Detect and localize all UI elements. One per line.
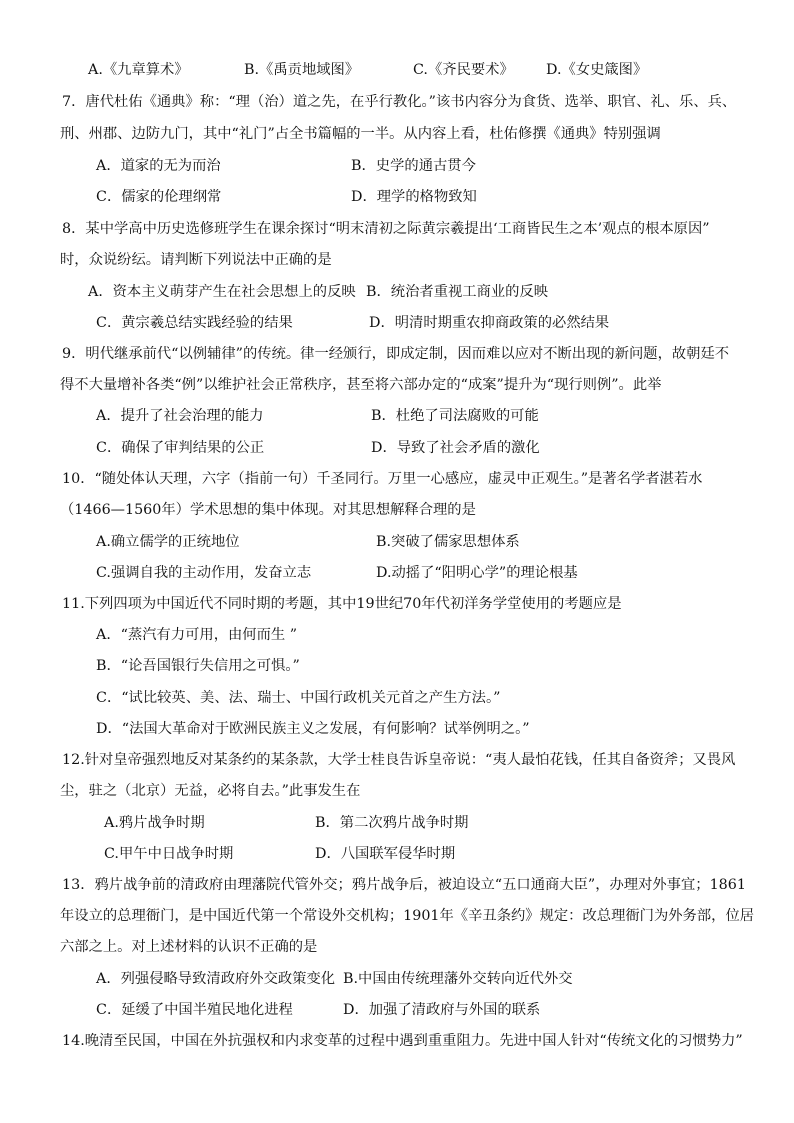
q7-option-b: B．史学的通古贯今 [351,158,476,174]
q12-option-d: D．八国联军侵华时期 [315,846,456,862]
q11-option-c: C．“试比较英、美、法、瑞士、中国行政机关元首之产生方法。” [96,690,501,706]
q13-option-c: C．延缓了中国半殖民地化进程 [96,1002,293,1018]
q7-stem-line-1: 7．唐代杜佑《通典》称：“理（治）道之先，在乎行教化。”该书内容分为食货、选举、职官、礼、乐、兵、 [62,94,737,110]
q10-option-b: B.突破了儒家思想体系 [376,534,520,550]
q9-option-b: B．杜绝了司法腐败的可能 [371,408,539,424]
q13-option-a: A．列强侵略导致清政府外交政策变化 [96,971,336,987]
q11-option-d: D．“法国大革命对于欧洲民族主义之发展，有何影响？试举例明之。” [96,721,530,737]
q6-option-a: A.《九章算术》 [88,62,189,78]
q9-stem-line-2: 得不大量增补各类“例”以维护社会正常秩序，甚至将六部办定的“成案”提升为“现行则例”。此举 [60,377,662,393]
q10-stem-line-2: （1466—1560年）学术思想的集中体现。对其思想解释合理的是 [60,502,476,518]
q13-option-d: D．加强了清政府与外国的联系 [343,1002,541,1018]
q13-stem-line-1: 13．鸦片战争前的清政府由理藩院代管外交；鸦片战争后，被迫设立“五口通商大臣”，办理对外事宜；1861 [62,877,746,893]
q8-option-c: C．黄宗羲总结实践经验的结果 [96,315,293,331]
q9-option-d: D．导致了社会矛盾的激化 [371,440,540,456]
q8-option-a: A．资本主义萌芽产生在社会思想上的反映 [88,284,356,300]
q8-option-d: D．明清时期重农抑商政策的必然结果 [369,315,610,331]
q7-option-d: D．理学的格物致知 [351,189,477,205]
q8-stem-line-1: 8．某中学高中历史选修班学生在课余探讨“明末清初之际黄宗羲提出‘工商皆民生之本’观点的根本原因” [62,221,710,237]
q13-stem-line-3: 六部之上。对上述材料的认识不正确的是 [60,939,318,955]
q9-option-a: A．提升了社会治理的能力 [96,408,264,424]
q12-option-b: B．第二次鸦片战争时期 [315,815,469,831]
q12-option-c: C.甲午中日战争时期 [104,846,234,862]
q12-stem-line-2: 尘，驻之（北京）无益，必将自去。”此事发生在 [60,783,361,799]
q9-stem-line-1: 9．明代继承前代“以例辅律”的传统。律一经颁行，即成定制，因而难以应对不断出现的新问题，故朝廷不 [62,346,730,362]
q9-option-c: C．确保了审判结果的公正 [96,440,265,456]
q7-option-c: C．儒家的伦理纲常 [96,189,222,205]
q7-stem-line-2: 刑、州郡、边防九门，其中“礼门”占全书篇幅的一半。从内容上看，杜佑修撰《通典》特别强调 [60,126,661,142]
q6-option-c: C.《齐民要术》 [413,62,514,78]
q8-stem-line-2: 时，众说纷纭。请判断下列说法中正确的是 [60,252,332,268]
q13-stem-line-2: 年设立的总理衙门，是中国近代第一个常设外交机构；1901年《辛丑条约》规定：改总理衙门为外务部，位居 [60,908,755,924]
q6-option-b: B.《禹贡地域图》 [244,62,360,78]
q10-stem-line-1: 10．“随处体认天理，六字（指前一句）千圣同行。万里一心感应，虚灵中正观生。”是著名学者湛若水 [62,471,703,487]
q14-stem-line-1: 14.晚清至民国，中国在外抗强权和内求变革的过程中遇到重重阻力。先进中国人针对“传统文化的习惯势力” [62,1033,743,1049]
q7-option-a: A．道家的无为而治 [96,158,221,174]
q11-stem-line-1: 11.下列四项为中国近代不同时期的考题，其中19世纪70年代初洋务学堂使用的考题应是 [62,596,622,612]
q10-option-a: A.确立儒学的正统地位 [96,534,240,550]
q13-option-b: B.中国由传统理藩外交转向近代外交 [343,971,573,987]
q11-option-a: A．“蒸汽有力可用，由何而生 ” [96,627,298,643]
q12-stem-line-1: 12.针对皇帝强烈地反对某条约的某条款，大学士桂良告诉皇帝说：“夷人最怕花钱，任其自备资斧；又畏风 [62,752,736,768]
q10-option-d: D.动摇了“阳明心学”的理论根基 [376,565,578,581]
q8-option-b: B．统治者重视工商业的反映 [366,284,549,300]
q6-option-d: D.《女史箴图》 [546,62,648,78]
q10-option-c: C.强调自我的主动作用，发奋立志 [96,565,312,581]
q11-option-b: B．“论吾国银行失信用之可惧。” [96,658,300,674]
q12-option-a: A.鸦片战争时期 [104,815,205,831]
